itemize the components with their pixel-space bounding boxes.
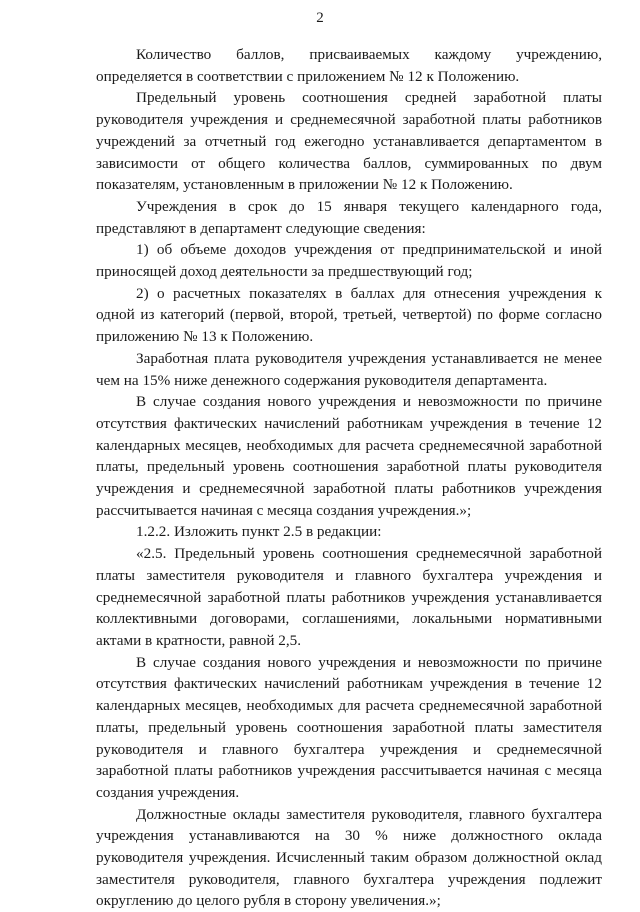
document-body: [96, 44, 602, 912]
paragraph-deputy-salaries: Должностные оклады заместителя руководителя, главного бухгалтера учреждения устанавливаются на 30 % ниже должностного оклада руководителя учреждения. Исчисленный таким образом должностной оклад заместителя руководителя, главного бухгалтера учреждения подлежит округлению до целого рубля в сторону увеличения.»;: [96, 805, 602, 910]
paragraph-salary-ratio-limit: Предельный уровень соотношения средней заработной платы руководителя учреждения и среднемесячной заработной платы работников учреждений за отчетный год ежегодно устанавливается департаментом в зависимости от общего количества баллов, суммированных по двум показателям, установленным в приложении № 12 к Положению.: [96, 89, 602, 194]
paragraph-clause-2-5: «2.5. Предельный уровень соотношения среднемесячной заработной платы заместителя руководителя и главного бухгалтера учреждения и среднемесячной заработной платы работников учреждения устанавливается коллективными договорами, соглашениями, локальными нормативными актами в кратности, равной 2,5.: [96, 545, 602, 649]
page-number: 2: [316, 10, 324, 26]
paragraph-new-institution-deputy: В случае создания нового учреждения и невозможности по причине отсутствия фактических начислений работникам учреждения в течение 12 календарных месяцев, необходимых для расчета среднемесячной заработной платы, предельный уровень соотношения заработной платы заместителя руководителя и главного бухгалтера учреждения и среднемесячной заработной платы работников учреждения рассчитывается начиная с месяца создания учреждения.: [96, 653, 602, 801]
list-item-income-volume: 1) об объеме доходов учреждения от предпринимательской и иной приносящей доход деятельности за предшествующий год;: [96, 241, 602, 281]
paragraph-points-count: Количество баллов, присваиваемых каждому учреждению, определяется в соответствии с приложением № 12 к Положению.: [96, 46, 602, 85]
list-item-calculated-indicators: 2) о расчетных показателях в баллах для отнесения учреждения к одной из категорий (первой, второй, третьей, четвертой) по форме согласно приложению № 13 к Положению.: [96, 284, 602, 346]
paragraph-new-institution-director: В случае создания нового учреждения и невозможности по причине отсутствия фактических начислений работникам учреждения в течение 12 календарных месяцев, необходимых для расчета среднемесячной заработной платы, предельный уровень соотношения заработной платы руководителя учреждения и среднемесячной заработной платы работников учреждения рассчитывается начиная с месяца создания учреждения.»;: [96, 393, 602, 519]
paragraph-director-salary: Заработная плата руководителя учреждения устанавливается не менее чем на 15% ниже денежного содержания руководителя департамента.: [96, 349, 602, 389]
paragraph-amendment-clause: 1.2.2. Изложить пункт 2.5 в редакции:: [136, 523, 382, 541]
paragraph-reporting-deadline: Учреждения в срок до 15 января текущего календарного года, представляют в департамент следующие сведения:: [96, 197, 602, 237]
